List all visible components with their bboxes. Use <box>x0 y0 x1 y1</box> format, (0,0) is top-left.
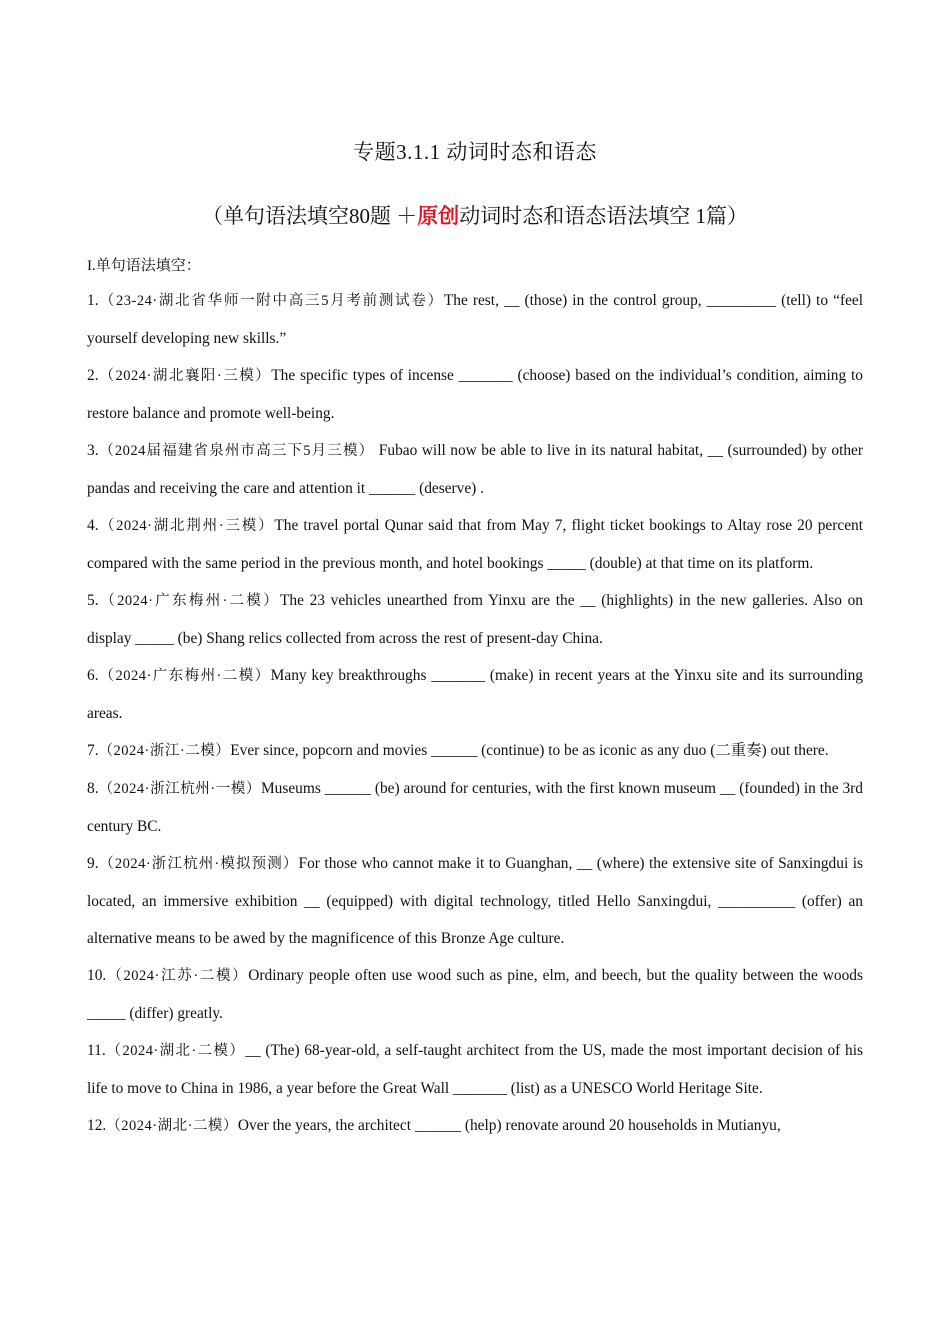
question-text: Ordinary people often use wood such as pine, elm, and beech, but the quality between the woods _____ (differ) greatly. <box>87 967 863 1022</box>
question-text: For those who cannot make it to Guanghan, __ (where) the extensive site of Sanxingdui is located, an immersive exhibition __ (equipped) with digital technology, titled Hello Sanxingdui, __________ (offer) an alternative means to be awed by the magnificence of this Bronze Age culture. <box>87 855 863 947</box>
question-item <box>87 357 863 432</box>
question-source: （2024·广东梅州·二模） <box>98 668 271 684</box>
question-list <box>87 282 863 1145</box>
question-source: （2024·广东梅州·二模） <box>98 593 281 609</box>
question-item <box>87 770 863 845</box>
question-source: （2024·浙江杭州·模拟预测） <box>98 856 299 872</box>
question-source: （2024·湖北荆州·三模） <box>98 518 275 534</box>
question-text: The specific types of incense _______ (choose) based on the individual’s condition, aiming to restore balance and promote well-being. <box>87 367 863 422</box>
question-item <box>87 845 863 957</box>
question-text: The rest, __ (those) in the control group, _________ (tell) to “feel yourself developing new skills.” <box>87 292 864 347</box>
question-item <box>87 432 863 507</box>
question-item <box>87 507 863 582</box>
section-heading: I.单句语法填空： <box>87 258 201 274</box>
question-source: （2024·浙江杭州·一模） <box>98 781 261 797</box>
question-source: （2024·湖北襄阳·三模） <box>98 368 272 384</box>
question-source: （2024·浙江·二模） <box>98 743 231 759</box>
question-number: 10. <box>87 967 107 984</box>
page-subtitle <box>0 200 950 230</box>
question-source: （2024·湖北·二模） <box>106 1118 238 1134</box>
question-text: __ (The) 68-year-old, a self-taught architect from the US, made the most important decision of his life to move to China in 1986, a year before the Great Wall _______ (list) as a UNESCO World Heritage Site. <box>87 1042 863 1097</box>
question-text: The travel portal Qunar said that from May 7, flight ticket bookings to Altay rose 20 percent compared with the same period in the previous month, and hotel bookings _____ (double) at that time on its platform. <box>87 517 863 572</box>
question-number: 3. <box>87 442 99 459</box>
subtitle-highlight: 原创 <box>417 204 460 228</box>
question-source: （23-24·湖北省华师一附中高三5月考前测试卷） <box>98 293 444 309</box>
question-item <box>87 1032 863 1107</box>
question-number: 5. <box>87 592 99 609</box>
question-text: Many key breakthroughs _______ (make) in recent years at the Yinxu site and its surrounding areas. <box>87 667 863 722</box>
question-source: （2024·江苏·二模） <box>106 968 249 984</box>
question-number: 1. <box>87 292 99 309</box>
question-item <box>87 1107 863 1145</box>
question-source: （2024·湖北·二模） <box>105 1043 246 1059</box>
subtitle-prefix: （单句语法填空80题 ＋ <box>202 204 418 228</box>
question-source: （2024届福建省泉州市高三下5月三模） <box>98 443 375 459</box>
question-item <box>87 282 863 357</box>
question-number: 9. <box>87 855 99 872</box>
subtitle-suffix: 动词时态和语态语法填空 1篇） <box>459 204 748 228</box>
question-number: 6. <box>87 667 99 684</box>
question-item <box>87 582 863 657</box>
question-text: Ever since, popcorn and movies ______ (continue) to be as iconic as any duo (二重奏) out there. <box>230 742 829 759</box>
question-number: 11. <box>87 1042 106 1059</box>
page-title: 专题3.1.1 动词时态和语态 <box>353 140 597 164</box>
question-text: Over the years, the architect ______ (help) renovate around 20 households in Mutianyu, <box>237 1117 781 1134</box>
question-item <box>87 657 863 732</box>
question-number: 12. <box>87 1117 107 1134</box>
question-number: 8. <box>87 780 99 797</box>
question-number: 2. <box>87 367 99 384</box>
question-number: 4. <box>87 517 99 534</box>
question-number: 7. <box>87 742 99 759</box>
question-text: The 23 vehicles unearthed from Yinxu are the __ (highlights) in the new galleries. Also on display _____ (be) Shang relics collected from across the rest of present-day China. <box>87 592 863 647</box>
question-text: Fubao will now be able to live in its natural habitat, __ (surrounded) by other pandas and receiving the care and attention it ______ (deserve) . <box>87 442 864 497</box>
question-item <box>87 732 863 770</box>
question-text: Museums ______ (be) around for centuries, with the first known museum __ (founded) in the 3rd century BC. <box>87 780 863 835</box>
question-item <box>87 957 863 1032</box>
